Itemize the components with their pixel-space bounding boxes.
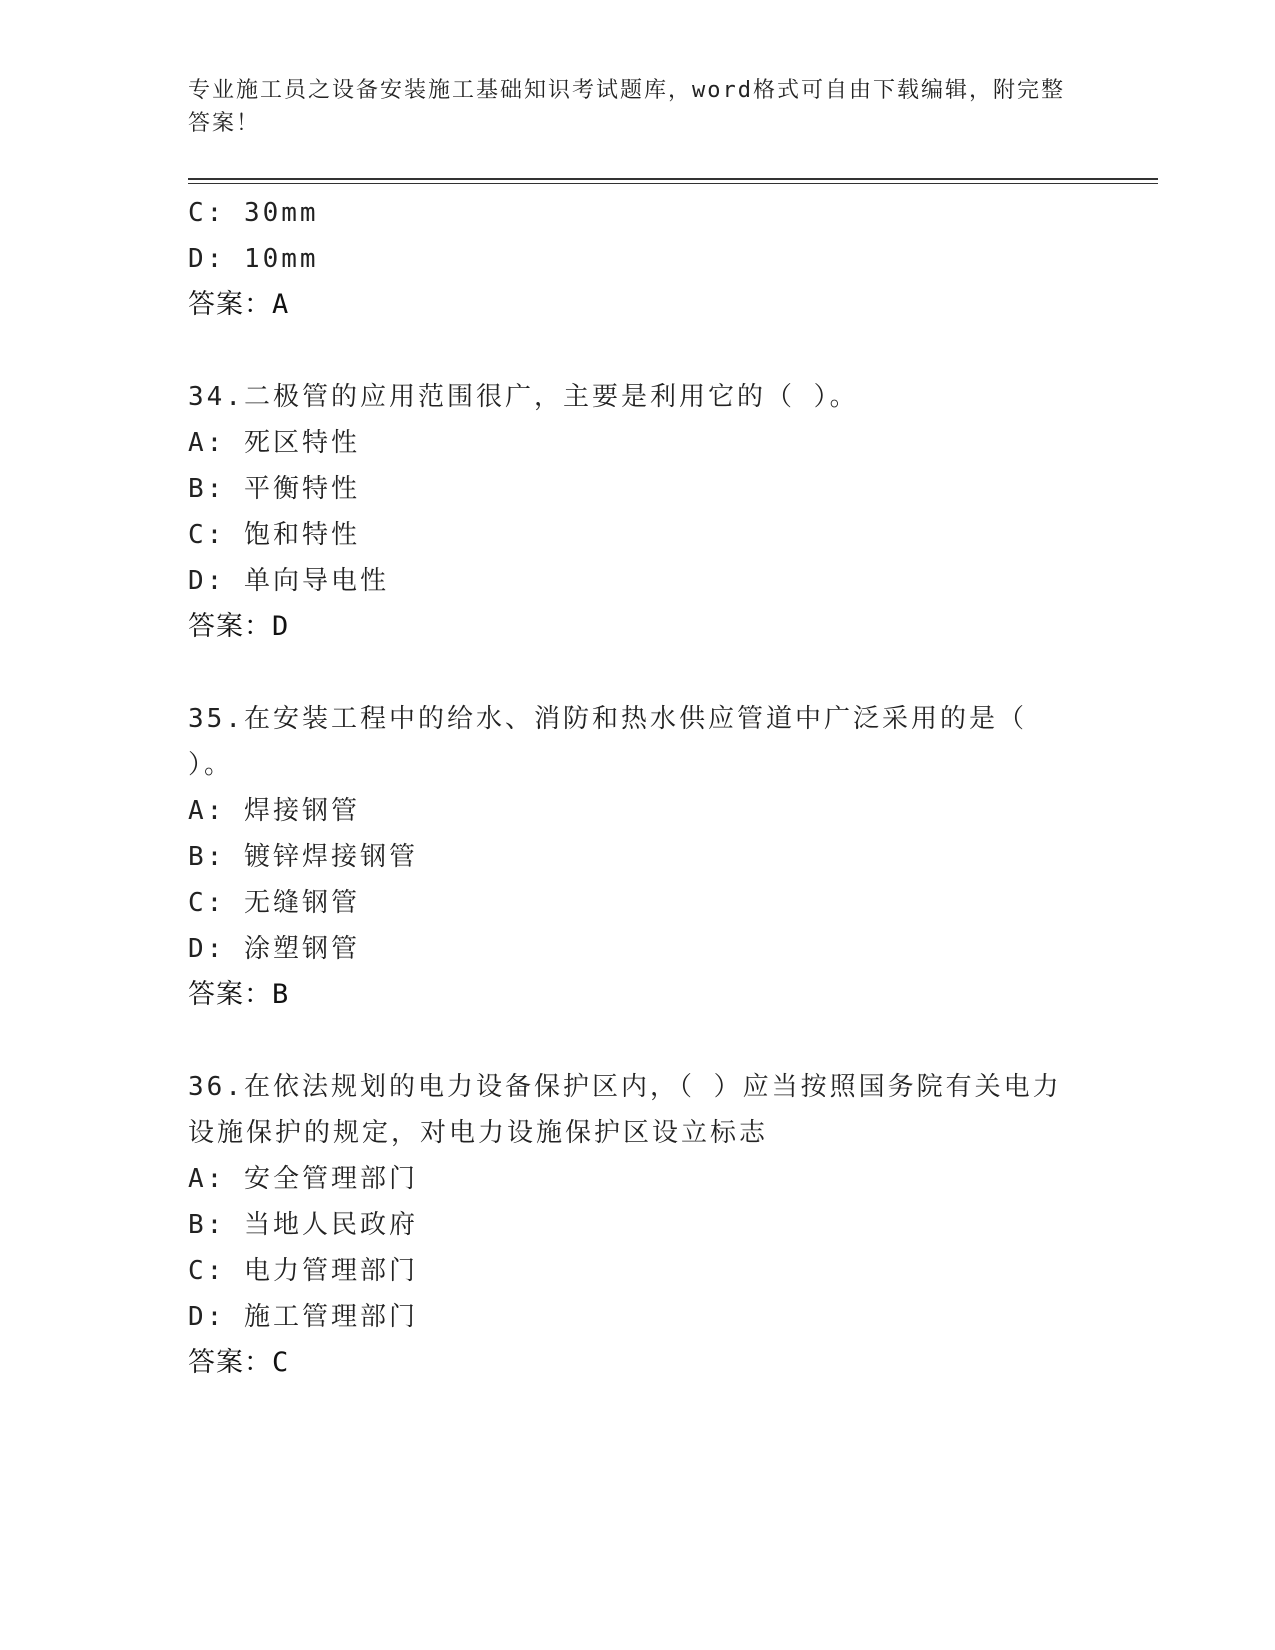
answer-label: 答案： [188,1347,272,1378]
option-row: C: 饱和特性 [188,520,360,550]
option-row: A: 死区特性 [188,428,360,458]
option-row: D: 单向导电性 [188,566,389,596]
option-row: A: 安全管理部门 [188,1164,418,1194]
option-letter: A [188,428,207,458]
answer-value: D [272,611,290,642]
option-text: 当地人民政府 [243,1210,418,1240]
option-row: B: 镀锌焊接钢管 [188,842,418,872]
question-number: 34 [188,382,226,412]
answer-label: 答案： [188,289,272,320]
page-header [188,74,1088,140]
answer-label: 答案： [188,979,272,1010]
option-text: 安全管理部门 [243,1164,418,1194]
option-text: 施工管理部门 [243,1302,418,1332]
answer-value: C [272,1347,290,1378]
option-letter: C [188,888,207,918]
answer-row [188,972,1088,1018]
option-text: 无缝钢管 [243,888,360,918]
answer-row [188,282,1088,328]
question-stem: 36.在依法规划的电力设备保护区内，（ ）应当按照国务院有关电力设施保护的规定，对电力设施保护区设立标志 [188,1072,1062,1148]
option-letter: A [188,1164,207,1194]
option-row: C: 无缝钢管 [188,888,360,918]
option-row: C: 电力管理部门 [188,1256,418,1286]
question-number: 35 [188,704,226,734]
question-text: 在安装工程中的给水、消防和热水供应管道中广泛采用的是（ ）。 [188,704,1027,780]
option-row: D: 10mm [188,244,319,274]
option-text: 镀锌焊接钢管 [243,842,418,872]
question-stem: 35.在安装工程中的给水、消防和热水供应管道中广泛采用的是（ ）。 [188,704,1027,780]
option-letter: D [188,1302,207,1332]
option-row: B: 平衡特性 [188,474,360,504]
option-letter: B [188,842,207,872]
option-text: 死区特性 [243,428,360,458]
option-letter: C [188,520,207,550]
question-stem: 34.二极管的应用范围很广，主要是利用它的（ ）。 [188,382,859,412]
option-row: D: 涂塑钢管 [188,934,360,964]
option-row: A: 焊接钢管 [188,796,360,826]
answer-value: A [272,289,290,320]
option-letter: C [188,198,207,228]
option-text: 30mm [243,198,319,228]
answer-value: B [272,979,290,1010]
option-letter: A [188,796,207,826]
spacer [188,1018,1088,1064]
question-text: 二极管的应用范围很广，主要是利用它的（ ）。 [243,382,859,412]
answer-label: 答案： [188,611,272,642]
option-letter: D [188,934,207,964]
spacer [188,328,1088,374]
option-letter: C [188,1256,207,1286]
header-divider-thick [188,178,1158,180]
option-letter: B [188,474,207,504]
option-text: 饱和特性 [243,520,360,550]
option-text: 10mm [243,244,319,274]
question-list [188,190,1088,1386]
option-row: C: 30mm [188,198,319,228]
spacer [188,650,1088,696]
option-row: D: 施工管理部门 [188,1302,418,1332]
option-letter: D [188,566,207,596]
option-letter: D [188,244,207,274]
option-text: 焊接钢管 [243,796,360,826]
option-text: 单向导电性 [243,566,389,596]
option-row: B: 当地人民政府 [188,1210,418,1240]
option-text: 平衡特性 [243,474,360,504]
question-number: 36 [188,1072,226,1102]
header-title: 专业施工员之设备安装施工基础知识考试题库，word格式可自由下载编辑，附完整答案！ [188,78,1065,136]
answer-row [188,1340,1088,1386]
option-text: 涂塑钢管 [243,934,360,964]
option-letter: B [188,1210,207,1240]
header-divider-thin [188,183,1158,184]
answer-row [188,604,1088,650]
option-text: 电力管理部门 [243,1256,418,1286]
question-text: 在依法规划的电力设备保护区内，（ ）应当按照国务院有关电力设施保护的规定，对电力设施保护区设立标志 [188,1072,1062,1148]
